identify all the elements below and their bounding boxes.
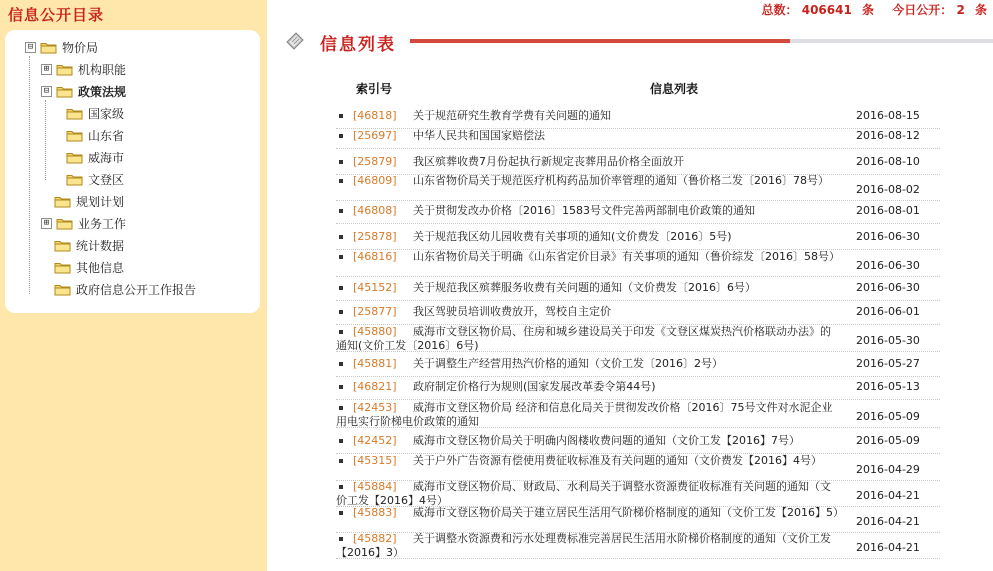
index-number[interactable]: [45315] (353, 454, 397, 467)
item-date: 2016-06-30 (856, 230, 920, 243)
total-value: 406641 (801, 3, 852, 17)
item-title-link[interactable]: 山东省物价局关于规范医疗机构药品加价率管理的通知（鲁价格二发〔2016〕78号） (413, 174, 829, 187)
tree-node[interactable] (66, 147, 124, 167)
list-item (336, 353, 940, 377)
item-title-link[interactable]: 关于户外广告资源有偿使用费征收标准及有关问题的通知（文价费发【2016】4号） (413, 454, 822, 467)
catalog-sidebar (0, 0, 267, 571)
tree-node-label[interactable]: 机构职能 (78, 62, 127, 77)
index-number[interactable]: [25879] (353, 155, 397, 168)
list-title: 信息列表 (320, 35, 396, 55)
list-item (336, 301, 940, 325)
tree-node-label[interactable]: 国家级 (88, 106, 125, 121)
column-header-index: 索引号 (356, 82, 393, 96)
item-date: 2016-04-21 (856, 489, 920, 502)
bullet-icon (339, 385, 343, 389)
document-icon (285, 30, 305, 50)
catalog-tree-panel (5, 30, 260, 313)
item-title-link[interactable]: 威海市文登区物价局、住房和城乡建设局关于印发《文登区煤炭热汽价格联动办法》的通知(文价工发〔2016〕6号) (336, 325, 831, 352)
tree-node-label[interactable]: 政策法规 (78, 84, 127, 99)
folder-icon (54, 261, 71, 274)
expand-icon[interactable]: ⊞ (41, 64, 52, 75)
collapse-icon[interactable]: ⊟ (25, 42, 36, 53)
item-date: 2016-05-13 (856, 380, 920, 393)
tree-node[interactable] (66, 125, 124, 145)
list-item (336, 480, 940, 507)
list-item (336, 151, 940, 175)
list-item (336, 454, 940, 481)
title-underline-gray (790, 39, 993, 43)
item-date: 2016-05-09 (856, 434, 920, 447)
bullet-icon (339, 235, 343, 239)
item-date: 2016-08-12 (856, 129, 920, 142)
list-item (336, 401, 940, 428)
folder-icon (66, 151, 83, 164)
list-item (336, 506, 940, 533)
list-item (336, 226, 940, 250)
item-date: 2016-05-09 (856, 410, 920, 423)
list-item (336, 430, 940, 454)
folder-icon (56, 85, 73, 98)
folder-icon (54, 195, 71, 208)
folder-icon (40, 41, 57, 54)
item-title-link[interactable]: 我区驾驶员培训收费放开，驾校自主定价 (413, 305, 611, 318)
folder-icon (54, 239, 71, 252)
folder-icon (66, 107, 83, 120)
tree-node[interactable] (41, 213, 126, 233)
item-title-link[interactable]: 政府制定价格行为规则(国家发展改革委令第44号) (413, 380, 656, 393)
folder-icon (56, 217, 73, 230)
list-item (336, 325, 940, 352)
list-item (336, 376, 940, 400)
list-header (283, 28, 993, 56)
index-number[interactable]: [45152] (353, 281, 397, 294)
item-date: 2016-08-02 (856, 183, 920, 196)
item-date: 2016-08-01 (856, 204, 920, 217)
expand-icon[interactable]: ⊞ (41, 218, 52, 229)
list-item (336, 532, 940, 559)
index-number[interactable]: [46818] (353, 109, 397, 122)
tree-node-label[interactable]: 政府信息公开工作报告 (76, 282, 197, 297)
list-item (336, 174, 940, 201)
tree-node-label[interactable]: 山东省 (88, 128, 125, 143)
index-number[interactable]: [45883] (353, 506, 397, 519)
item-title-link[interactable]: 威海市文登区物价局、财政局、水利局关于调整水资源费征收标准有关问题的通知（文价工发【2016】4号） (336, 480, 831, 507)
folder-icon (66, 129, 83, 142)
today-value: 2 (956, 3, 965, 17)
index-number[interactable]: [42452] (353, 434, 397, 447)
index-number[interactable]: [45882] (353, 532, 397, 545)
bullet-icon (339, 114, 343, 118)
item-date: 2016-04-21 (856, 541, 920, 554)
index-number[interactable]: [25697] (353, 129, 397, 142)
item-date: 2016-04-29 (856, 463, 920, 476)
folder-icon (66, 173, 83, 186)
item-date: 2016-06-30 (856, 259, 920, 272)
today-label: 今日公开： (892, 3, 953, 17)
index-number[interactable]: [46808] (353, 204, 397, 217)
item-title-link[interactable]: 威海市文登区物价局关于明确内阁楼收费问题的通知（文价工发【2016】7号） (413, 434, 800, 447)
index-number[interactable]: [25877] (353, 305, 397, 318)
item-date: 2016-04-21 (856, 515, 920, 528)
tree-node[interactable] (66, 103, 124, 123)
item-title-link[interactable]: 关于规范我区殡葬服务收费有关问题的通知（文价费发〔2016〕6号） (413, 281, 756, 294)
bullet-icon (339, 160, 343, 164)
item-date: 2016-05-27 (856, 357, 920, 370)
tree-node-label[interactable]: 其他信息 (76, 260, 125, 275)
index-number[interactable]: [46816] (353, 250, 397, 263)
index-number[interactable]: [25878] (353, 230, 397, 243)
folder-icon (54, 283, 71, 296)
tree-node[interactable] (66, 169, 124, 189)
tree-node-label[interactable]: 统计数据 (76, 238, 125, 253)
bullet-icon (339, 310, 343, 314)
item-title-link[interactable]: 威海市文登区物价局关于建立居民生活用气阶梯价格制度的通知（文价工发【2016】5） (413, 506, 844, 519)
folder-icon (56, 63, 73, 76)
item-title-link[interactable]: 我区殡葬收费7月份起执行新规定丧葬用品价格全面放开 (413, 155, 684, 168)
index-number[interactable]: [42453] (353, 401, 397, 414)
item-title-link[interactable]: 关于调整生产经营用热汽价格的通知（文价工发〔2016〕2号） (413, 357, 723, 370)
item-title-link[interactable]: 关于贯彻发改办价格〔2016〕1583号文件完善两部制电价政策的通知 (413, 204, 755, 217)
item-date: 2016-06-01 (856, 305, 920, 318)
total-unit: 条 (862, 3, 875, 17)
list-item (336, 250, 940, 277)
item-title-link[interactable]: 中华人民共和国国家赔偿法 (413, 129, 545, 142)
index-number[interactable]: [45880] (353, 325, 397, 338)
tree-node-label[interactable]: 物价局 (62, 40, 99, 55)
item-title-link[interactable]: 威海市文登区物价局 经济和信息化局关于贯彻发改价格〔2016〕75号文件对水泥企业用电实行阶梯电价政策的通知 (336, 401, 833, 428)
bullet-icon (339, 209, 343, 213)
title-underline-red (410, 39, 790, 43)
index-number[interactable]: [46809] (353, 174, 397, 187)
tree-node[interactable] (41, 59, 126, 79)
total-label: 总数： (761, 3, 798, 17)
sidebar-title: 信息公开目录 (8, 6, 105, 24)
list-item (336, 200, 940, 224)
tree-node[interactable] (25, 37, 98, 57)
bullet-icon (339, 362, 343, 366)
item-title-link[interactable]: 关于规范我区幼儿园收费有关事项的通知(文价费发〔2016〕5号) (413, 230, 732, 243)
index-number[interactable]: [46821] (353, 380, 397, 393)
tree-node-label[interactable]: 业务工作 (78, 216, 127, 231)
tree-node-label[interactable]: 威海市 (88, 150, 125, 165)
bullet-icon (339, 286, 343, 290)
today-unit: 条 (974, 3, 987, 17)
column-header-title: 信息列表 (650, 82, 699, 96)
item-date: 2016-08-15 (856, 109, 920, 122)
stats-bar (762, 1, 987, 18)
bullet-icon (339, 439, 343, 443)
list-item (336, 125, 940, 149)
tree-node-label[interactable]: 规划计划 (76, 194, 125, 209)
bullet-icon (339, 134, 343, 138)
item-title-link[interactable]: 山东省物价局关于明确《山东省定价目录》有关事项的通知（鲁价综发〔2016〕58号） (413, 250, 840, 263)
item-date: 2016-05-30 (856, 334, 920, 347)
item-date: 2016-08-10 (856, 155, 920, 168)
index-number[interactable]: [45884] (353, 480, 397, 493)
tree-node[interactable] (54, 235, 124, 255)
index-number[interactable]: [45881] (353, 357, 397, 370)
list-item (336, 277, 940, 301)
tree-node[interactable] (54, 191, 124, 211)
item-title-link[interactable]: 关于调整水资源费和污水处理费标准完善居民生活用水阶梯价格制度的通知（文价工发【2016】3） (336, 532, 831, 559)
tree-node[interactable] (54, 257, 124, 277)
tree-node-label[interactable]: 文登区 (88, 172, 125, 187)
tree-node[interactable] (41, 81, 126, 101)
tree-node[interactable] (54, 279, 196, 299)
item-title-link[interactable]: 关于规范研究生教育学费有关问题的通知 (413, 109, 611, 122)
collapse-icon[interactable]: ⊟ (41, 86, 52, 97)
item-date: 2016-06-30 (856, 281, 920, 294)
